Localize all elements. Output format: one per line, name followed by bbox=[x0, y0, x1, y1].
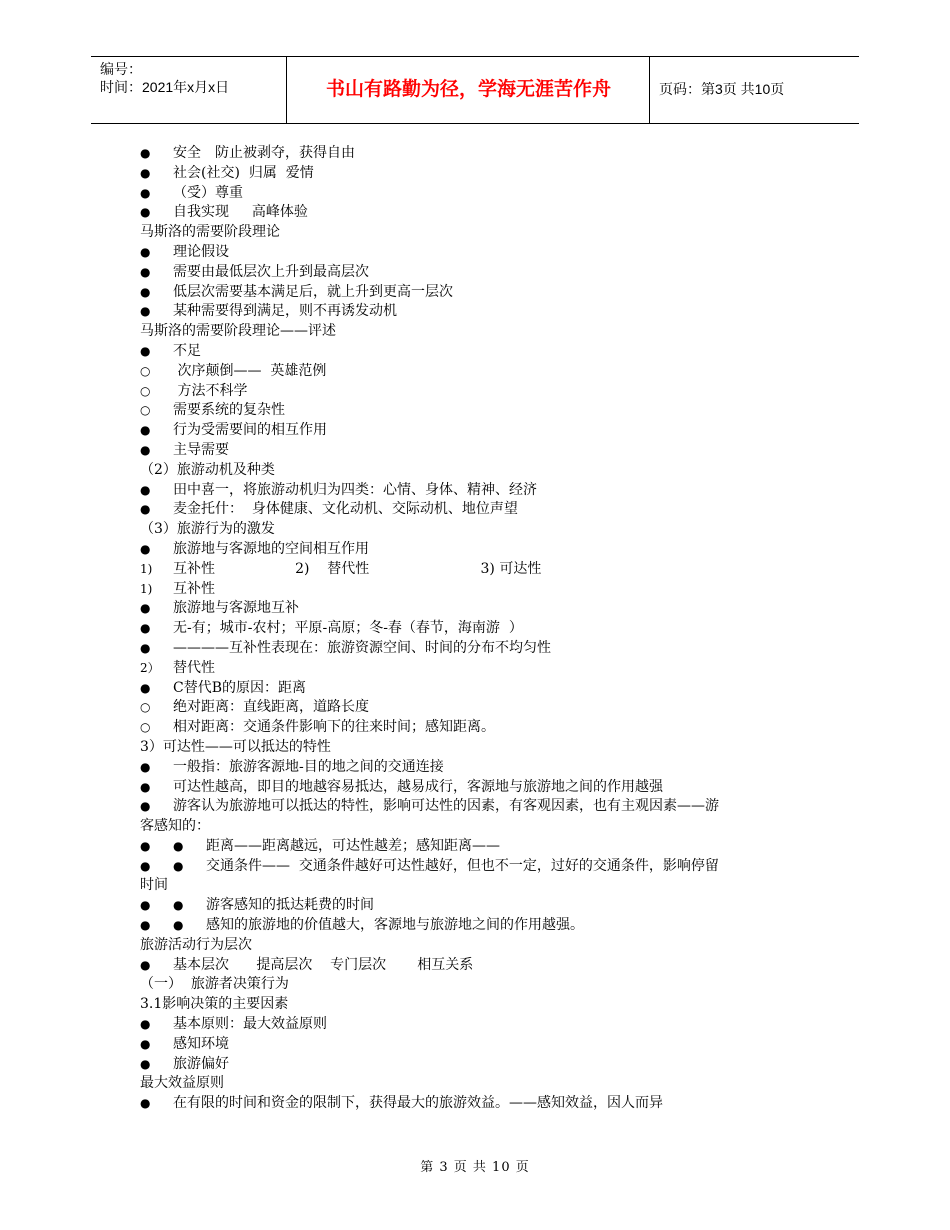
line-text: 方法不科学 bbox=[173, 382, 248, 399]
bullet-hollow-icon: ○ bbox=[140, 700, 151, 715]
text-line bbox=[140, 896, 815, 916]
text-line bbox=[140, 560, 815, 580]
bullet-filled-icon: ● bbox=[173, 858, 184, 873]
line-text: 替代性 bbox=[173, 659, 215, 676]
line-text: （受）尊重 bbox=[173, 184, 243, 201]
line-text: 无-有；城市-农村；平原-高原；冬-春（春节，海南游 ） bbox=[173, 620, 523, 637]
text-line bbox=[140, 520, 815, 540]
line-text: 行为受需要间的相互作用 bbox=[173, 422, 327, 439]
text-line bbox=[140, 302, 815, 322]
bullet-filled-icon: ● bbox=[173, 898, 184, 913]
bullet-hollow-icon: ○ bbox=[140, 383, 151, 398]
text-line bbox=[140, 500, 815, 520]
text-line bbox=[140, 599, 815, 619]
text-line bbox=[140, 481, 815, 501]
text-line bbox=[140, 1074, 815, 1094]
line-text: 社会(社交) 归属 爱情 bbox=[173, 164, 314, 181]
bullet-filled-icon: ● bbox=[140, 264, 151, 279]
bullet-filled-icon: ● bbox=[140, 898, 151, 913]
line-text: 基本层次 提高层次 专门层次 相互关系 bbox=[173, 956, 474, 973]
line-text: （2）旅游动机及种类 bbox=[140, 461, 275, 478]
line-text: 时间 bbox=[140, 877, 168, 894]
text-line bbox=[140, 857, 815, 877]
line-text: 感知环境 bbox=[173, 1035, 229, 1052]
text-line bbox=[140, 322, 815, 342]
line-text: 游客感知的抵达耗费的时间 bbox=[206, 897, 374, 914]
line-text: 安全 防止被剥夺，获得自由 bbox=[173, 145, 355, 161]
text-line bbox=[140, 718, 815, 738]
text-line bbox=[140, 1015, 815, 1035]
date-label: 时间：2021年x月x日 bbox=[100, 79, 230, 95]
line-text: 旅游地与客源地的空间相互作用 bbox=[173, 540, 369, 557]
text-line bbox=[140, 580, 815, 600]
text-line bbox=[140, 659, 815, 679]
text-line bbox=[140, 679, 815, 699]
bullet-filled-icon: ● bbox=[140, 779, 151, 794]
text-line bbox=[140, 817, 815, 837]
bullet-filled-icon: ● bbox=[140, 680, 151, 695]
text-line bbox=[140, 401, 815, 421]
bullet-filled-icon: ● bbox=[140, 621, 151, 636]
text-line bbox=[140, 1035, 815, 1055]
bullet-filled-icon: ● bbox=[140, 640, 151, 655]
header-divider bbox=[649, 57, 650, 123]
bullet-filled-icon: ● bbox=[140, 541, 151, 556]
line-text: 需要系统的复杂性 bbox=[173, 402, 285, 419]
bullet-filled-icon: ● bbox=[140, 1036, 151, 1051]
text-line bbox=[140, 916, 815, 936]
bullet-filled-icon: ● bbox=[140, 205, 151, 220]
text-line bbox=[140, 461, 815, 481]
bullet-filled-icon: ● bbox=[140, 1096, 151, 1111]
text-line bbox=[140, 382, 815, 402]
bullet-filled-icon: ● bbox=[140, 165, 151, 180]
text-line bbox=[140, 778, 815, 798]
line-text: 旅游地与客源地互补 bbox=[173, 600, 299, 617]
line-text: （3）旅游行为的激发 bbox=[140, 521, 275, 538]
bullet-filled-icon: ● bbox=[140, 502, 151, 517]
bullet-filled-icon: ● bbox=[140, 423, 151, 438]
line-text: 绝对距离：直线距离，道路长度 bbox=[173, 699, 369, 716]
line-text: 某种需要得到满足，则不再诱发动机 bbox=[173, 303, 397, 320]
bullet-hollow-icon: ○ bbox=[140, 720, 151, 735]
text-line bbox=[140, 975, 815, 995]
text-line bbox=[140, 283, 815, 303]
list-number: 1) bbox=[140, 561, 153, 576]
text-line bbox=[140, 243, 815, 263]
bullet-filled-icon: ● bbox=[140, 858, 151, 873]
line-text: 旅游活动行为层次 bbox=[140, 936, 252, 953]
line-text: 不足 bbox=[173, 342, 201, 359]
text-line bbox=[140, 540, 815, 560]
line-text: 麦金托什： 身体健康、文化动机、交际动机、地位声望 bbox=[173, 501, 518, 518]
line-text: 在有限的时间和资金的限制下，获得最大的旅游效益。——感知效益，因人而异 bbox=[173, 1095, 663, 1112]
text-line bbox=[140, 936, 815, 956]
line-text: 次序颠倒—— 英雄范例 bbox=[173, 362, 327, 379]
line-text: C替代B的原因：距离 bbox=[173, 679, 306, 696]
line-text: 自我实现 高峰体验 bbox=[173, 204, 308, 221]
header-meta bbox=[100, 60, 229, 96]
bullet-filled-icon: ● bbox=[140, 442, 151, 457]
line-text: 一般指：旅游客源地-目的地之间的交通连接 bbox=[173, 758, 444, 775]
line-text: 相对距离：交通条件影响下的往来时间；感知距离。 bbox=[173, 719, 495, 736]
bullet-filled-icon: ● bbox=[140, 601, 151, 616]
text-line bbox=[140, 956, 815, 976]
line-text: 游客认为旅游地可以抵达的特性，影响可达性的因素，有客观因素，也有主观因素——游 bbox=[173, 798, 719, 815]
line-text: 3.1影响决策的主要因素 bbox=[140, 996, 289, 1013]
bullet-filled-icon: ● bbox=[140, 185, 151, 200]
number-label: 编号： bbox=[100, 61, 142, 77]
text-line bbox=[140, 1055, 815, 1075]
line-text: 互补性 bbox=[173, 580, 215, 597]
line-text: 感知的旅游地的价值越大，客源地与旅游地之间的作用越强。 bbox=[206, 917, 584, 934]
line-text: 理论假设 bbox=[173, 243, 229, 260]
text-line bbox=[140, 995, 815, 1015]
document-body bbox=[140, 144, 815, 1114]
line-text: 需要由最低层次上升到最高层次 bbox=[173, 263, 369, 280]
text-line bbox=[140, 164, 815, 184]
line-text: 客感知的： bbox=[140, 818, 210, 835]
text-line bbox=[140, 203, 815, 223]
line-text: 马斯洛的需要阶段理论 bbox=[140, 224, 280, 241]
bullet-filled-icon: ● bbox=[140, 918, 151, 933]
text-line bbox=[140, 144, 815, 164]
text-line bbox=[140, 876, 815, 896]
text-line bbox=[140, 738, 815, 758]
text-line bbox=[140, 698, 815, 718]
text-line bbox=[140, 184, 815, 204]
line-text: 互补性 2) 替代性 3) 可达性 bbox=[173, 560, 542, 577]
text-line bbox=[140, 619, 815, 639]
bullet-filled-icon: ● bbox=[140, 799, 151, 814]
list-number: 2） bbox=[140, 660, 160, 675]
line-text: 旅游偏好 bbox=[173, 1055, 229, 1072]
text-line bbox=[140, 362, 815, 382]
bullet-filled-icon: ● bbox=[140, 284, 151, 299]
line-text: 低层次需要基本满足后，就上升到更高一层次 bbox=[173, 283, 453, 300]
bullet-filled-icon: ● bbox=[140, 244, 151, 259]
text-line bbox=[140, 1094, 815, 1114]
line-text: 最大效益原则 bbox=[140, 1075, 224, 1092]
line-text: 可达性越高，即目的地越容易抵达，越易成行，客源地与旅游地之间的作用越强 bbox=[173, 778, 663, 795]
text-line bbox=[140, 342, 815, 362]
bullet-filled-icon: ● bbox=[140, 304, 151, 319]
line-text: 基本原则：最大效益原则 bbox=[173, 1016, 327, 1033]
line-text: 主导需要 bbox=[173, 441, 229, 458]
line-text: 距离——距离越远，可达性越差；感知距离—— bbox=[206, 837, 500, 854]
text-line bbox=[140, 639, 815, 659]
bullet-hollow-icon: ○ bbox=[140, 403, 151, 418]
bullet-filled-icon: ● bbox=[140, 146, 151, 160]
bullet-filled-icon: ● bbox=[173, 918, 184, 933]
bullet-filled-icon: ● bbox=[140, 343, 151, 358]
line-text: 马斯洛的需要阶段理论——评述 bbox=[140, 323, 336, 340]
text-line bbox=[140, 837, 815, 857]
line-text: 田中喜一，将旅游动机归为四类：心情、身体、精神、经济 bbox=[173, 481, 537, 498]
text-line bbox=[140, 223, 815, 243]
bullet-filled-icon: ● bbox=[140, 838, 151, 853]
line-text: （一） 旅游者决策行为 bbox=[140, 976, 289, 993]
text-line bbox=[140, 758, 815, 778]
line-text: 交通条件—— 交通条件越好可达性越好，但也不一定，过好的交通条件，影响停留 bbox=[206, 857, 719, 874]
header-motto: 书山有路勤为径，学海无涯苦作舟 bbox=[325, 78, 611, 100]
text-line bbox=[140, 421, 815, 441]
text-line bbox=[140, 441, 815, 461]
bullet-filled-icon: ● bbox=[140, 957, 151, 972]
text-line bbox=[140, 797, 815, 817]
header-page-info: 页码：第3页 共10页 bbox=[659, 81, 785, 97]
page-header bbox=[91, 56, 859, 124]
bullet-filled-icon: ● bbox=[140, 482, 151, 497]
bullet-hollow-icon: ○ bbox=[140, 363, 151, 378]
bullet-filled-icon: ● bbox=[140, 1056, 151, 1071]
line-text: ————互补性表现在：旅游资源空间、时间的分布不均匀性 bbox=[173, 639, 551, 656]
bullet-filled-icon: ● bbox=[140, 759, 151, 774]
list-number: 1) bbox=[140, 581, 153, 596]
bullet-filled-icon: ● bbox=[140, 1017, 151, 1032]
page-footer: 第 3 页 共 10 页 bbox=[420, 1160, 530, 1175]
text-line bbox=[140, 263, 815, 283]
bullet-filled-icon: ● bbox=[173, 838, 184, 853]
line-text: 3）可达性——可以抵达的特性 bbox=[140, 738, 331, 755]
